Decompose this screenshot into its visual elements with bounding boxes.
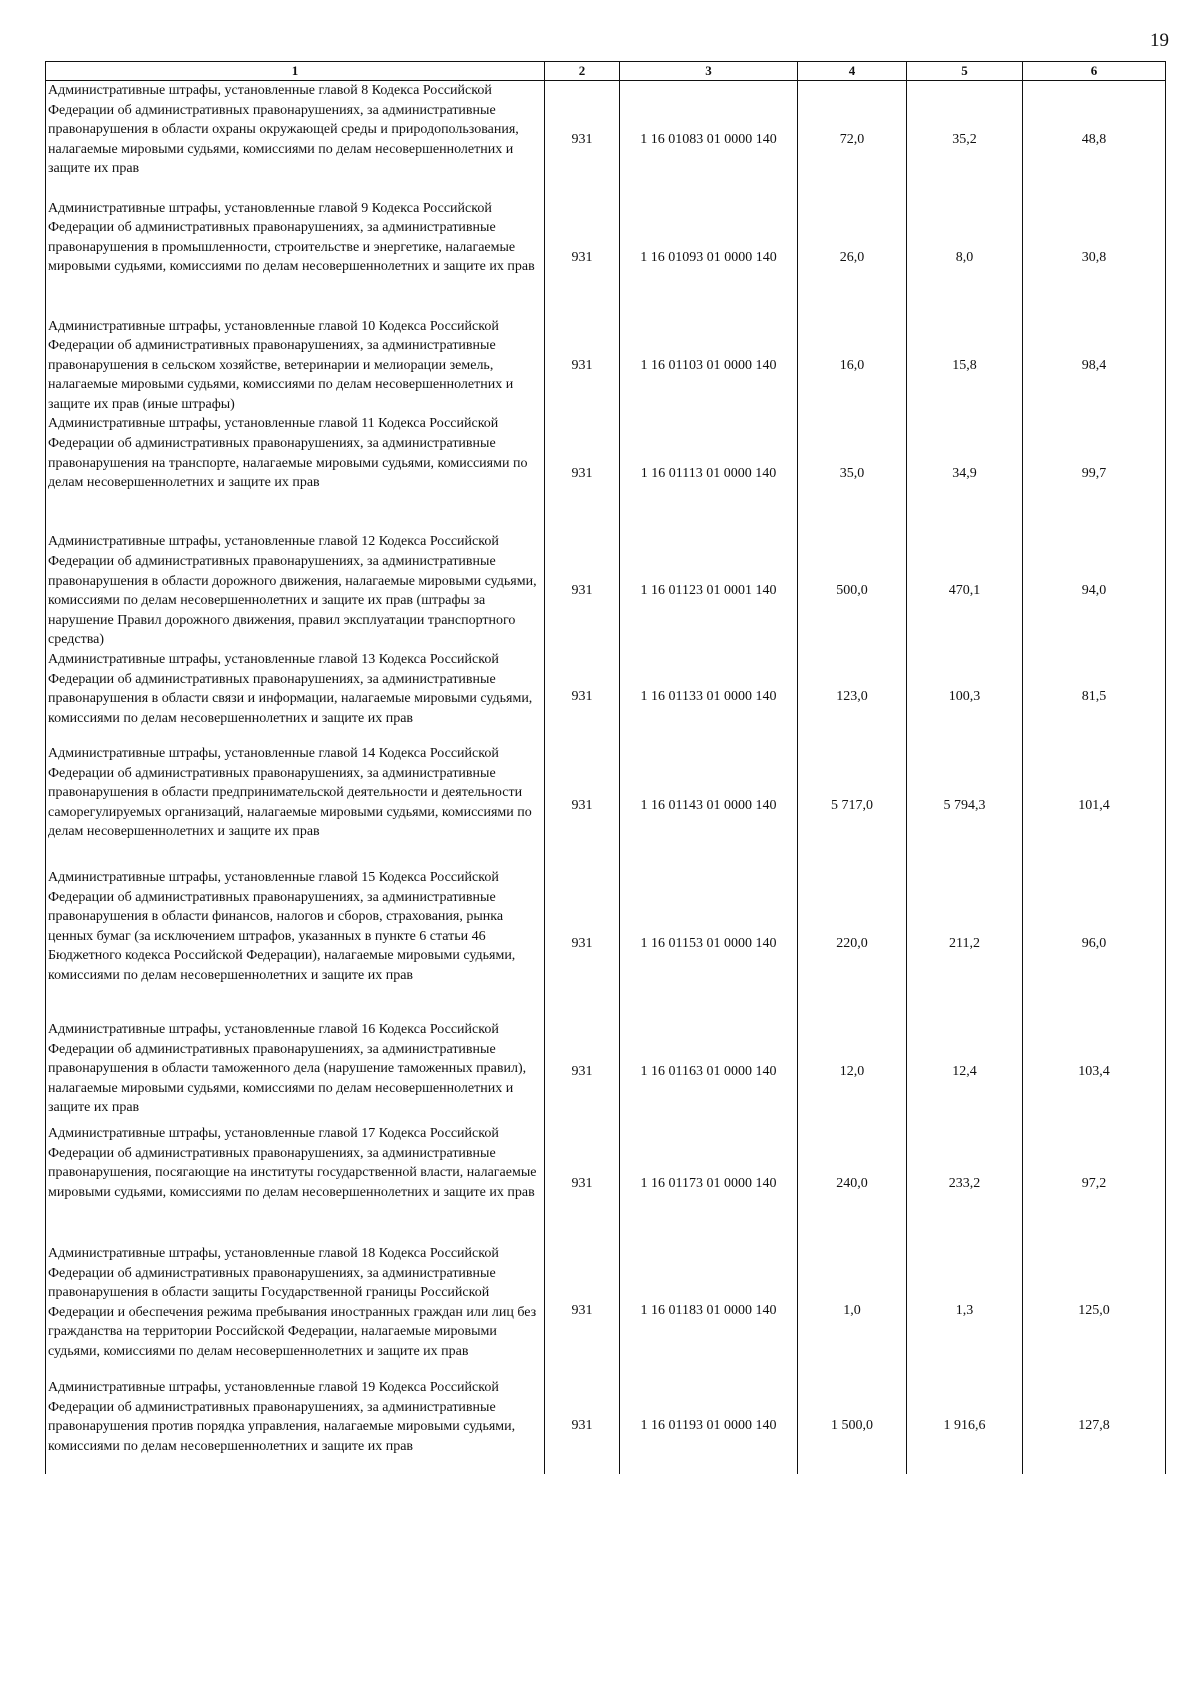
cell-actual-value: 100,3 <box>907 650 1023 744</box>
cell-actual-value: 1,3 <box>907 1244 1023 1378</box>
cell-budget-code: 1 16 01193 01 0000 140 <box>620 1378 798 1474</box>
cell-budget-code: 1 16 01113 01 0000 140 <box>620 414 798 532</box>
table-row <box>46 532 1166 650</box>
cell-actual-value: 233,2 <box>907 1124 1023 1244</box>
cell-budget-code: 1 16 01093 01 0000 140 <box>620 199 798 317</box>
cell-description: Административные штрафы, установленные главой 18 Кодекса Российской Федерации об административных правонарушениях, за административные правонарушения в области защиты Государственной границы Российской Федерации и обеспечения режима пребывания иностранных граждан или лиц без гражданства на территории Российской Федерации, налагаемые мировыми судьями, комиссиями по делам несовершеннолетних и защите их прав <box>46 1244 545 1378</box>
cell-budget-code: 1 16 01173 01 0000 140 <box>620 1124 798 1244</box>
cell-budget-code: 1 16 01083 01 0000 140 <box>620 81 798 199</box>
header-row <box>46 62 1166 81</box>
cell-admin-code: 931 <box>545 1020 620 1124</box>
cell-plan-value: 240,0 <box>798 1124 907 1244</box>
cell-description: Административные штрафы, установленные главой 15 Кодекса Российской Федерации об административных правонарушениях, за административные правонарушения в области финансов, налогов и сборов, страхования, рынка ценных бумаг (за исключением штрафов, указанных в пункте 6 статьи 46 Бюджетного кодекса Российской Федерации), налагаемые мировыми судьями, комиссиями по делам несовершеннолетних и защите их прав <box>46 868 545 1020</box>
cell-percent: 98,4 <box>1023 317 1166 415</box>
header-cell-5: 5 <box>907 62 1023 81</box>
cell-admin-code: 931 <box>545 414 620 532</box>
cell-admin-code: 931 <box>545 744 620 868</box>
cell-description: Административные штрафы, установленные главой 10 Кодекса Российской Федерации об административных правонарушениях, за административные правонарушения в сельском хозяйстве, ветеринарии и мелиорации земель, налагаемые мировыми судьями, комиссиями по делам несовершеннолетних и защите их прав (иные штрафы) <box>46 317 545 415</box>
cell-percent: 103,4 <box>1023 1020 1166 1124</box>
header-cell-1: 1 <box>46 62 545 81</box>
cell-plan-value: 35,0 <box>798 414 907 532</box>
table-row <box>46 414 1166 532</box>
cell-actual-value: 34,9 <box>907 414 1023 532</box>
cell-admin-code: 931 <box>545 317 620 415</box>
cell-percent: 96,0 <box>1023 868 1166 1020</box>
cell-description: Административные штрафы, установленные главой 8 Кодекса Российской Федерации об административных правонарушениях, за административные правонарушения в области охраны окружающей среды и природопользования, налагаемые мировыми судьями, комиссиями по делам несовершеннолетних и защите их прав <box>46 81 545 199</box>
table-row <box>46 1124 1166 1244</box>
cell-budget-code: 1 16 01123 01 0001 140 <box>620 532 798 650</box>
cell-actual-value: 5 794,3 <box>907 744 1023 868</box>
cell-admin-code: 931 <box>545 532 620 650</box>
cell-description: Административные штрафы, установленные главой 19 Кодекса Российской Федерации об административных правонарушениях, за административные правонарушения против порядка управления, налагаемые мировыми судьями, комиссиями по делам несовершеннолетних и защите их прав <box>46 1378 545 1474</box>
table-row <box>46 1020 1166 1124</box>
cell-percent: 101,4 <box>1023 744 1166 868</box>
cell-percent: 127,8 <box>1023 1378 1166 1474</box>
cell-plan-value: 1,0 <box>798 1244 907 1378</box>
cell-budget-code: 1 16 01183 01 0000 140 <box>620 1244 798 1378</box>
cell-percent: 97,2 <box>1023 1124 1166 1244</box>
table-row <box>46 1378 1166 1474</box>
cell-description: Административные штрафы, установленные главой 14 Кодекса Российской Федерации об административных правонарушениях, за административные правонарушения в области предпринимательской деятельности и деятельности саморегулируемых организаций, налагаемые мировыми судьями, комиссиями по делам несовершеннолетних и защите их прав <box>46 744 545 868</box>
cell-actual-value: 15,8 <box>907 317 1023 415</box>
cell-actual-value: 8,0 <box>907 199 1023 317</box>
header-cell-4: 4 <box>798 62 907 81</box>
cell-description: Административные штрафы, установленные главой 12 Кодекса Российской Федерации об административных правонарушениях, за административные правонарушения в области дорожного движения, налагаемые мировыми судьями, комиссиями по делам несовершеннолетних и защите их прав (штрафы за нарушение Правил дорожного движения, правил эксплуатации транспортного средства) <box>46 532 545 650</box>
cell-budget-code: 1 16 01103 01 0000 140 <box>620 317 798 415</box>
cell-admin-code: 931 <box>545 1378 620 1474</box>
cell-actual-value: 1 916,6 <box>907 1378 1023 1474</box>
table-row <box>46 199 1166 317</box>
cell-admin-code: 931 <box>545 650 620 744</box>
cell-plan-value: 5 717,0 <box>798 744 907 868</box>
cell-budget-code: 1 16 01163 01 0000 140 <box>620 1020 798 1124</box>
cell-plan-value: 72,0 <box>798 81 907 199</box>
cell-plan-value: 220,0 <box>798 868 907 1020</box>
cell-budget-code: 1 16 01153 01 0000 140 <box>620 868 798 1020</box>
cell-plan-value: 1 500,0 <box>798 1378 907 1474</box>
cell-percent: 48,8 <box>1023 81 1166 199</box>
cell-actual-value: 470,1 <box>907 532 1023 650</box>
cell-admin-code: 931 <box>545 1124 620 1244</box>
table-row <box>46 1244 1166 1378</box>
cell-description: Административные штрафы, установленные главой 17 Кодекса Российской Федерации об административных правонарушениях, за административные правонарушения, посягающие на институты государственной власти, налагаемые мировыми судьями, комиссиями по делам несовершеннолетних и защите их прав <box>46 1124 545 1244</box>
header-cell-2: 2 <box>545 62 620 81</box>
cell-percent: 94,0 <box>1023 532 1166 650</box>
cell-percent: 81,5 <box>1023 650 1166 744</box>
cell-plan-value: 16,0 <box>798 317 907 415</box>
cell-admin-code: 931 <box>545 1244 620 1378</box>
cell-description: Административные штрафы, установленные главой 16 Кодекса Российской Федерации об административных правонарушениях, за административные правонарушения в области таможенного дела (нарушение таможенных правил), налагаемые мировыми судьями, комиссиями по делам несовершеннолетних и защите их прав <box>46 1020 545 1124</box>
table-row <box>46 650 1166 744</box>
page-number: 19 <box>1150 30 1169 51</box>
cell-budget-code: 1 16 01133 01 0000 140 <box>620 650 798 744</box>
table-row <box>46 868 1166 1020</box>
cell-description: Административные штрафы, установленные главой 13 Кодекса Российской Федерации об административных правонарушениях, за административные правонарушения в области связи и информации, налагаемые мировыми судьями, комиссиями по делам несовершеннолетних и защите их прав <box>46 650 545 744</box>
cell-plan-value: 12,0 <box>798 1020 907 1124</box>
table-row <box>46 81 1166 199</box>
cell-description: Административные штрафы, установленные главой 9 Кодекса Российской Федерации об административных правонарушениях, за административные правонарушения в промышленности, строительстве и энергетике, налагаемые мировыми судьями, комиссиями по делам несовершеннолетних и защите их прав <box>46 199 545 317</box>
table-row <box>46 744 1166 868</box>
cell-admin-code: 931 <box>545 81 620 199</box>
table-row <box>46 317 1166 415</box>
cell-percent: 125,0 <box>1023 1244 1166 1378</box>
cell-actual-value: 35,2 <box>907 81 1023 199</box>
cell-budget-code: 1 16 01143 01 0000 140 <box>620 744 798 868</box>
revenue-table <box>45 61 1166 1474</box>
cell-percent: 99,7 <box>1023 414 1166 532</box>
cell-admin-code: 931 <box>545 868 620 1020</box>
cell-admin-code: 931 <box>545 199 620 317</box>
cell-percent: 30,8 <box>1023 199 1166 317</box>
header-cell-6: 6 <box>1023 62 1166 81</box>
cell-plan-value: 500,0 <box>798 532 907 650</box>
cell-actual-value: 211,2 <box>907 868 1023 1020</box>
cell-plan-value: 26,0 <box>798 199 907 317</box>
header-cell-3: 3 <box>620 62 798 81</box>
cell-actual-value: 12,4 <box>907 1020 1023 1124</box>
cell-plan-value: 123,0 <box>798 650 907 744</box>
cell-description: Административные штрафы, установленные главой 11 Кодекса Российской Федерации об административных правонарушениях, за административные правонарушения на транспорте, налагаемые мировыми судьями, комиссиями по делам несовершеннолетних и защите их прав <box>46 414 545 532</box>
